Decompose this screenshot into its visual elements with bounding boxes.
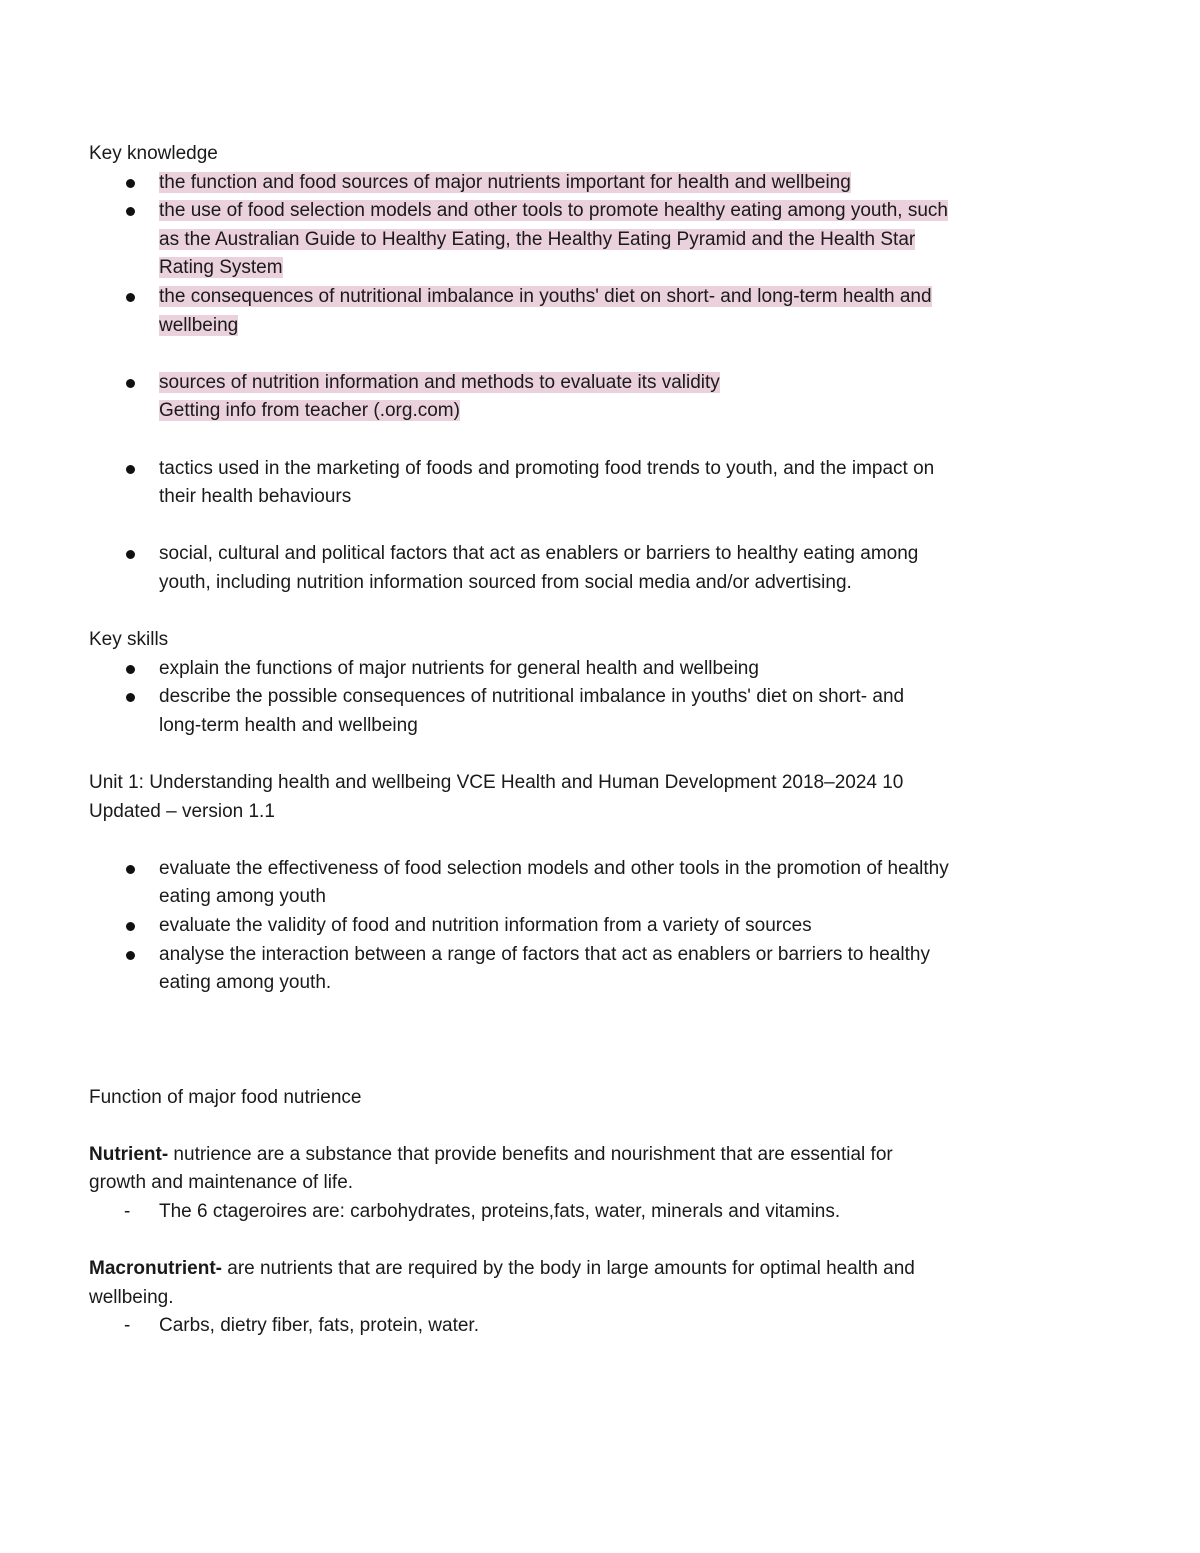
list-item <box>89 855 1069 912</box>
list-item-text: the consequences of nutritional imbalance in youths' diet on short- and long-term health and <box>159 285 932 307</box>
unit-note-line: Updated – version 1.1 <box>89 800 275 822</box>
list-item <box>89 455 1069 512</box>
macronutrient-sublist <box>89 1312 1069 1341</box>
list-item-text: analyse the interaction between a range of factors that act as enablers or barriers to healthy <box>159 943 931 965</box>
bullet-icon <box>126 293 135 302</box>
document-page <box>89 140 1069 1341</box>
spacer <box>89 998 1069 1027</box>
list-item-text: eating among youth. <box>159 972 332 994</box>
term-label: Nutrient- <box>89 1143 169 1165</box>
bullet-icon <box>126 922 135 931</box>
list-item-text: the use of food selection models and other tools to promote healthy eating among youth, such <box>159 200 949 222</box>
key-skills-heading: Key skills <box>89 629 169 651</box>
section-heading: Function of major food nutrience <box>89 1086 362 1108</box>
spacer <box>89 1112 1069 1141</box>
spacer <box>89 340 1069 369</box>
list-item-text: sources of nutrition information and methods to evaluate its validity <box>159 371 720 393</box>
list-item <box>89 369 1069 426</box>
bullet-icon <box>126 207 135 216</box>
key-knowledge-list <box>89 169 1069 598</box>
list-item <box>89 683 1069 740</box>
list-item-text: long-term health and wellbeing <box>159 714 418 736</box>
bullet-icon <box>126 865 135 874</box>
definition-text: growth and maintenance of life. <box>89 1172 354 1194</box>
bullet-icon <box>126 379 135 388</box>
spacer <box>89 512 1069 541</box>
definition-text: are nutrients that are required by the body in large amounts for optimal health and <box>222 1258 915 1280</box>
list-item-text: Getting info from teacher (.org.com) <box>159 400 460 422</box>
nutrient-definition <box>89 1141 1039 1198</box>
spacer <box>89 598 1069 627</box>
dash-marker: - <box>124 1315 131 1337</box>
dash-marker: - <box>124 1200 131 1222</box>
spacer <box>89 1055 1069 1084</box>
list-item <box>89 283 1069 340</box>
bullet-icon <box>126 693 135 702</box>
macronutrient-definition <box>89 1255 1039 1312</box>
bullet-icon <box>126 550 135 559</box>
list-item <box>89 169 1069 198</box>
list-item <box>89 1198 1069 1227</box>
unit-note-line: Unit 1: Understanding health and wellbeing VCE Health and Human Development 2018–2024 10 <box>89 772 904 794</box>
bullet-icon <box>126 951 135 960</box>
bullet-icon <box>126 179 135 188</box>
definition-text: wellbeing. <box>89 1286 174 1308</box>
list-item <box>89 540 1069 597</box>
list-item-text: as the Australian Guide to Healthy Eating, the Healthy Eating Pyramid and the Health Star <box>159 228 916 250</box>
spacer <box>89 1026 1069 1055</box>
list-item <box>89 941 1069 998</box>
key-knowledge-heading: Key knowledge <box>89 143 218 164</box>
spacer <box>89 426 1069 455</box>
list-item <box>89 912 1069 941</box>
evaluate-list <box>89 855 1069 998</box>
list-item-text: evaluate the validity of food and nutrition information from a variety of sources <box>159 915 812 937</box>
spacer <box>89 740 1069 769</box>
list-item <box>89 1312 1069 1341</box>
list-item-text: their health behaviours <box>159 486 352 508</box>
list-item-text: the function and food sources of major nutrients important for health and wellbeing <box>159 171 851 193</box>
key-skills-list <box>89 655 1069 741</box>
list-item-text: social, cultural and political factors that act as enablers or barriers to healthy eating among <box>159 543 919 565</box>
bullet-icon <box>126 665 135 674</box>
spacer <box>89 1227 1069 1256</box>
definition-text: nutrience are a substance that provide benefits and nourishment that are essential for <box>168 1143 893 1165</box>
list-item-text: wellbeing <box>159 314 239 336</box>
term-label: Macronutrient- <box>89 1258 222 1280</box>
list-item-text: youth, including nutrition information sourced from social media and/or advertising. <box>159 571 852 593</box>
list-item-text: Rating System <box>159 257 283 279</box>
list-item-text: The 6 ctageroires are: carbohydrates, proteins,fats, water, minerals and vitamins. <box>159 1200 841 1222</box>
nutrient-sublist <box>89 1198 1069 1227</box>
list-item <box>89 655 1069 684</box>
list-item-text: Carbs, dietry fiber, fats, protein, water. <box>159 1315 479 1337</box>
list-item <box>89 197 1069 283</box>
list-item-text: explain the functions of major nutrients for general health and wellbeing <box>159 657 759 679</box>
list-item-text: tactics used in the marketing of foods and promoting food trends to youth, and the impact on <box>159 457 935 479</box>
list-item-text: eating among youth <box>159 886 326 908</box>
list-item-text: evaluate the effectiveness of food selection models and other tools in the promotion of healthy <box>159 857 949 879</box>
spacer <box>89 826 1069 855</box>
bullet-icon <box>126 465 135 474</box>
list-item-text: describe the possible consequences of nutritional imbalance in youths' diet on short- and <box>159 686 905 708</box>
